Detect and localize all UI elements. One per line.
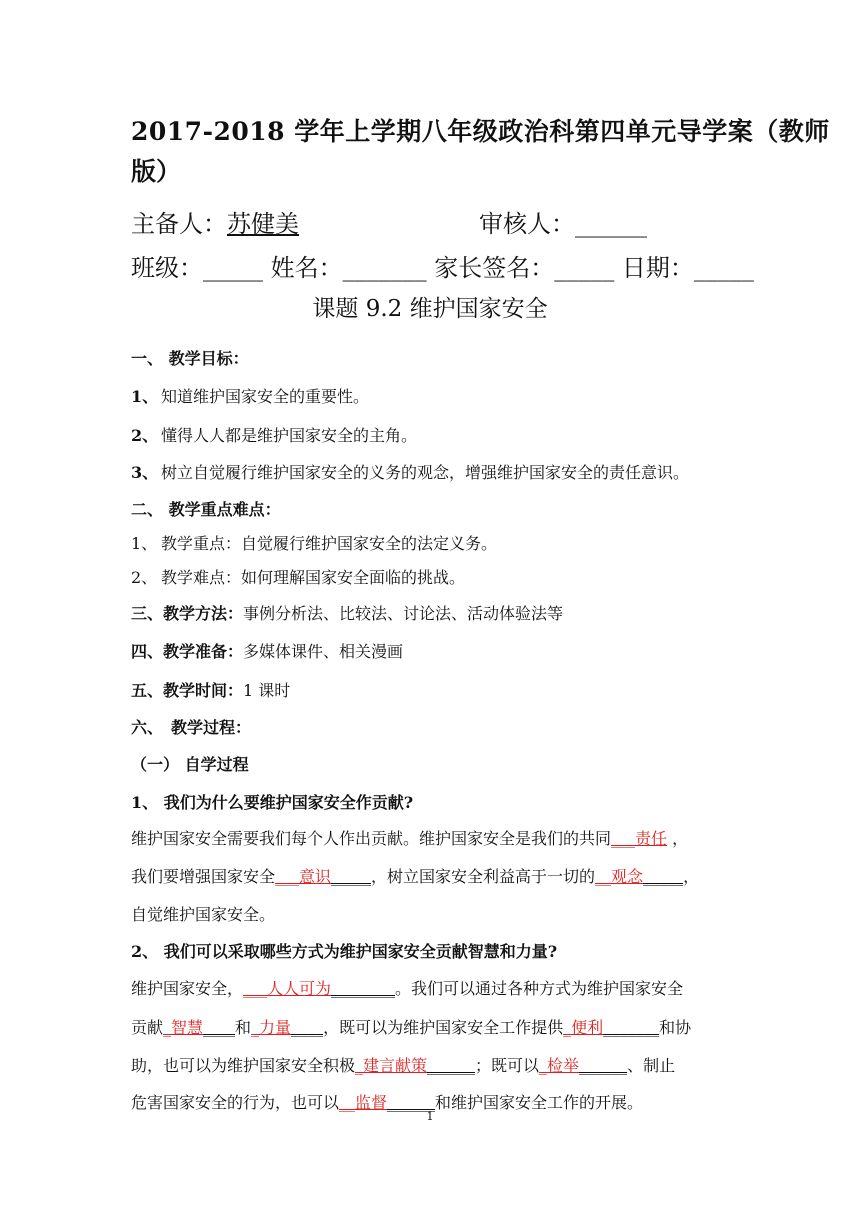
name-blank: _______ — [342, 254, 427, 282]
answer-fill-convenience: _便利 — [563, 1018, 604, 1037]
class-label: 班级： — [131, 254, 203, 282]
question-1: 1、 我们为什么要维护国家安全作贡献? — [131, 793, 414, 812]
answer-blank: _____ — [643, 867, 684, 886]
name-label: 姓名： — [270, 254, 343, 282]
answer-text: 危害国家安全的行为，也可以 — [131, 1093, 340, 1112]
prep-row — [131, 639, 403, 662]
time-row — [131, 678, 290, 701]
goal-number: 2、 — [131, 426, 159, 445]
goal-text: 树立自觉履行维护国家安全的义务的观念，增强维护国家安全的责任意识。 — [161, 463, 690, 482]
answer-1-line-2 — [131, 864, 699, 887]
answer-blank: ______ — [427, 1056, 476, 1075]
key-point-number: 1、 — [131, 534, 158, 553]
date-label: 日期： — [621, 254, 694, 282]
key-point-item — [131, 531, 497, 554]
reviewer-label: 审核人： — [479, 210, 575, 238]
goal-number: 1、 — [131, 387, 159, 406]
answer-text: 贡献 — [131, 1018, 164, 1037]
answer-text: 。我们可以通过各种方式为维护国家安全 — [395, 979, 684, 998]
method-row — [131, 601, 563, 624]
answer-fill-wisdom: _智慧 — [163, 1018, 204, 1037]
answer-text: ；既可以 — [475, 1056, 540, 1075]
prep-label: 四、教学准备： — [131, 642, 244, 661]
key-points-heading: 二、 教学重点难点： — [131, 500, 281, 519]
answer-fill-report: _检举 — [539, 1056, 580, 1075]
preparer-label: 主备人： — [131, 210, 227, 238]
answer-2-line-1 — [131, 976, 683, 999]
answer-fill-responsibility: ___责任 — [611, 829, 668, 848]
question-2: 2、 我们可以采取哪些方式为维护国家安全贡献智慧和力量? — [131, 942, 558, 961]
answer-text: 、制止 — [627, 1056, 676, 1075]
answer-1-line-1 — [131, 826, 688, 849]
answer-blank: _______ — [603, 1018, 660, 1037]
answer-text: ，既可以为维护国家安全工作提供 — [323, 1018, 564, 1037]
answer-blank: ______ — [387, 1093, 436, 1112]
answer-text: 助，也可以为维护国家安全积极 — [131, 1056, 356, 1075]
parent-signature-label: 家长签名： — [434, 254, 555, 282]
answer-fill-everyone: ___人人可为 — [243, 979, 332, 998]
preparer-name: 苏健美 — [227, 210, 299, 238]
answer-2-line-3 — [131, 1053, 675, 1076]
lesson-subject: 课题 9.2 维护国家安全 — [312, 296, 548, 322]
answer-fill-awareness: ___意识 — [275, 867, 332, 886]
answer-fill-advice: _建言献策 — [355, 1056, 428, 1075]
method-label: 三、教学方法： — [131, 604, 244, 623]
answer-text: 维护国家安全， — [131, 979, 244, 998]
reviewer-row — [479, 204, 647, 239]
time-text: 1 课时 — [243, 681, 291, 700]
answer-blank: ____ — [203, 1018, 236, 1037]
goal-item — [131, 460, 689, 483]
answer-text: 和维护国家安全工作的开展。 — [435, 1093, 644, 1112]
answer-fill-supervise: __监督 — [339, 1093, 388, 1112]
class-blank: _____ — [203, 254, 263, 282]
answer-text: ，树立国家安全利益高于一切的 — [371, 867, 596, 886]
key-point-text: 教学难点：如何理解国家安全面临的挑战。 — [161, 568, 466, 587]
goal-text: 懂得人人都是维护国家安全的主角。 — [161, 426, 418, 445]
answer-text: ， — [683, 867, 700, 886]
answer-blank: ________ — [331, 979, 396, 998]
answer-fill-strength: _力量 — [251, 1018, 292, 1037]
key-point-item — [131, 565, 465, 588]
answer-text: 和协 — [659, 1018, 692, 1037]
process-heading: 六、 教学过程： — [131, 718, 252, 737]
answer-fill-concept: __观念 — [595, 867, 644, 886]
preparer-row — [131, 204, 299, 239]
goals-heading: 一、 教学目标： — [131, 349, 249, 368]
key-point-text: 教学重点：自觉履行维护国家安全的法定义务。 — [161, 534, 498, 553]
answer-text: 我们要增强国家安全 — [131, 867, 276, 886]
parent-signature-blank: _____ — [554, 254, 615, 282]
method-text: 事例分析法、比较法、讨论法、活动体验法等 — [243, 604, 564, 623]
page-number: 1 — [426, 1110, 434, 1123]
answer-text: 维护国家安全需要我们每个人作出贡献。维护国家安全是我们的共同 — [131, 829, 612, 848]
goal-item — [131, 423, 417, 446]
student-info-row — [131, 248, 754, 283]
answer-blank: _____ — [331, 867, 372, 886]
document-title-continued: 版） — [131, 157, 182, 186]
answer-blank: ______ — [579, 1056, 628, 1075]
goal-item — [131, 384, 369, 407]
answer-text: 和 — [235, 1018, 252, 1037]
time-label: 五、教学时间： — [131, 681, 244, 700]
answer-text: ， — [667, 829, 689, 848]
key-point-number: 2、 — [131, 568, 158, 587]
self-study-heading: （一） 自学过程 — [131, 755, 249, 774]
date-blank: _____ — [693, 254, 754, 282]
goal-text: 知道维护国家安全的重要性。 — [161, 387, 370, 406]
reviewer-blank: ______ — [575, 210, 647, 238]
prep-text: 多媒体课件、相关漫画 — [243, 642, 404, 661]
answer-1-line-3: 自觉维护国家安全。 — [131, 905, 276, 924]
answer-blank: ____ — [291, 1018, 324, 1037]
document-title: 2017-2018 学年上学期八年级政治科第四单元导学案（教师 — [131, 117, 830, 146]
answer-2-line-2 — [131, 1015, 691, 1038]
goal-number: 3、 — [131, 463, 159, 482]
